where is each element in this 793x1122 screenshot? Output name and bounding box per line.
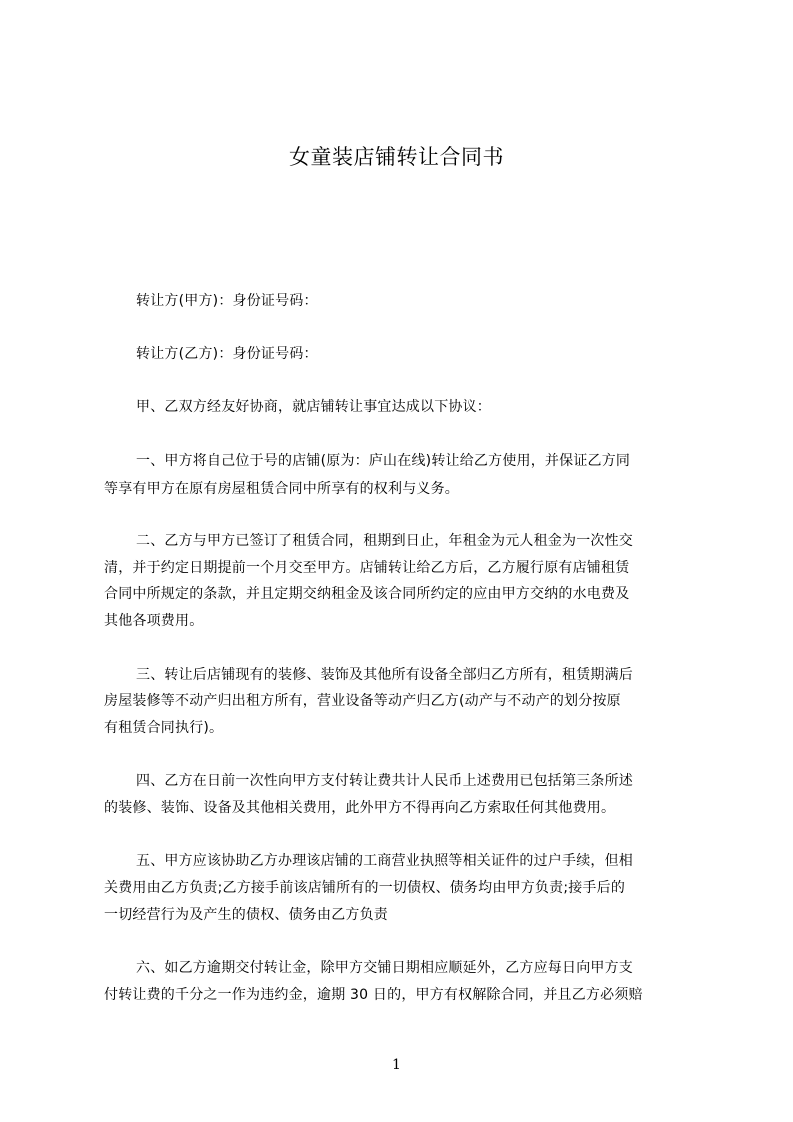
clause-4-line-2: 的装修、装饰、设备及其他相关费用，此外甲方不得再向乙方索取任何其他费用。 (104, 800, 616, 816)
clause-5-line-2: 关费用由乙方负责;乙方接手前该店铺所有的一切债权、债务均由甲方负责;接手后的 (104, 880, 626, 896)
clause-3-line-1: 三、转让后店铺现有的装修、装饰及其他所有设备全部归乙方所有，租赁期满后 (136, 667, 633, 683)
party-b-line: 转让方(乙方)：身份证号码： (136, 346, 318, 362)
clause-1-line-1: 一、甲方将自己位于号的店铺(原为：庐山在线)转让给乙方使用，并保证乙方同 (136, 453, 631, 469)
clause-3-line-2: 房屋装修等不动产归出租方所有，营业设备等动产归乙方(动产与不动产的划分按原 (104, 693, 621, 709)
document-title: 女童装店铺转让合同书 (289, 145, 504, 169)
page-number: 1 (392, 1057, 401, 1073)
clause-3-line-3: 有租赁合同执行)。 (104, 720, 224, 736)
clause-2-line-3: 合同中所规定的条款，并且定期交纳租金及该合同所约定的应由甲方交纳的水电费及 (104, 586, 630, 602)
clause-5-line-1: 五、甲方应该协助乙方办理该店铺的工商营业执照等相关证件的过户手续，但相 (136, 853, 633, 869)
clause-2-line-4: 其他各项费用。 (104, 613, 204, 629)
intro-paragraph: 甲、乙双方经友好协商，就店铺转让事宜达成以下协议： (136, 399, 491, 415)
clause-5-line-3: 一切经营行为及产生的债权、债务由乙方负责 (104, 907, 388, 923)
clause-2-line-1: 二、乙方与甲方已签订了租赁合同，租期到日止，年租金为元人租金为一次性交 (136, 533, 633, 549)
clause-2-line-2: 清，并于约定日期提前一个月交至甲方。店铺转让给乙方后，乙方履行原有店铺租赁 (104, 560, 630, 576)
clause-6-line-1: 六、如乙方逾期交付转让金，除甲方交铺日期相应顺延外，乙方应每日向甲方支 (136, 960, 633, 976)
party-a-line: 转让方(甲方)：身份证号码： (136, 293, 318, 309)
clause-1-line-2: 等享有甲方在原有房屋租赁合同中所享有的权利与义务。 (104, 481, 459, 497)
clause-6-line-2: 付转让费的千分之一作为违约金，逾期 30 日的，甲方有权解除合同，并且乙方必须赔 (104, 987, 643, 1003)
clause-4-line-1: 四、乙方在日前一次性向甲方支付转让费共计人民币上述费用已包括第三条所述 (136, 773, 633, 789)
